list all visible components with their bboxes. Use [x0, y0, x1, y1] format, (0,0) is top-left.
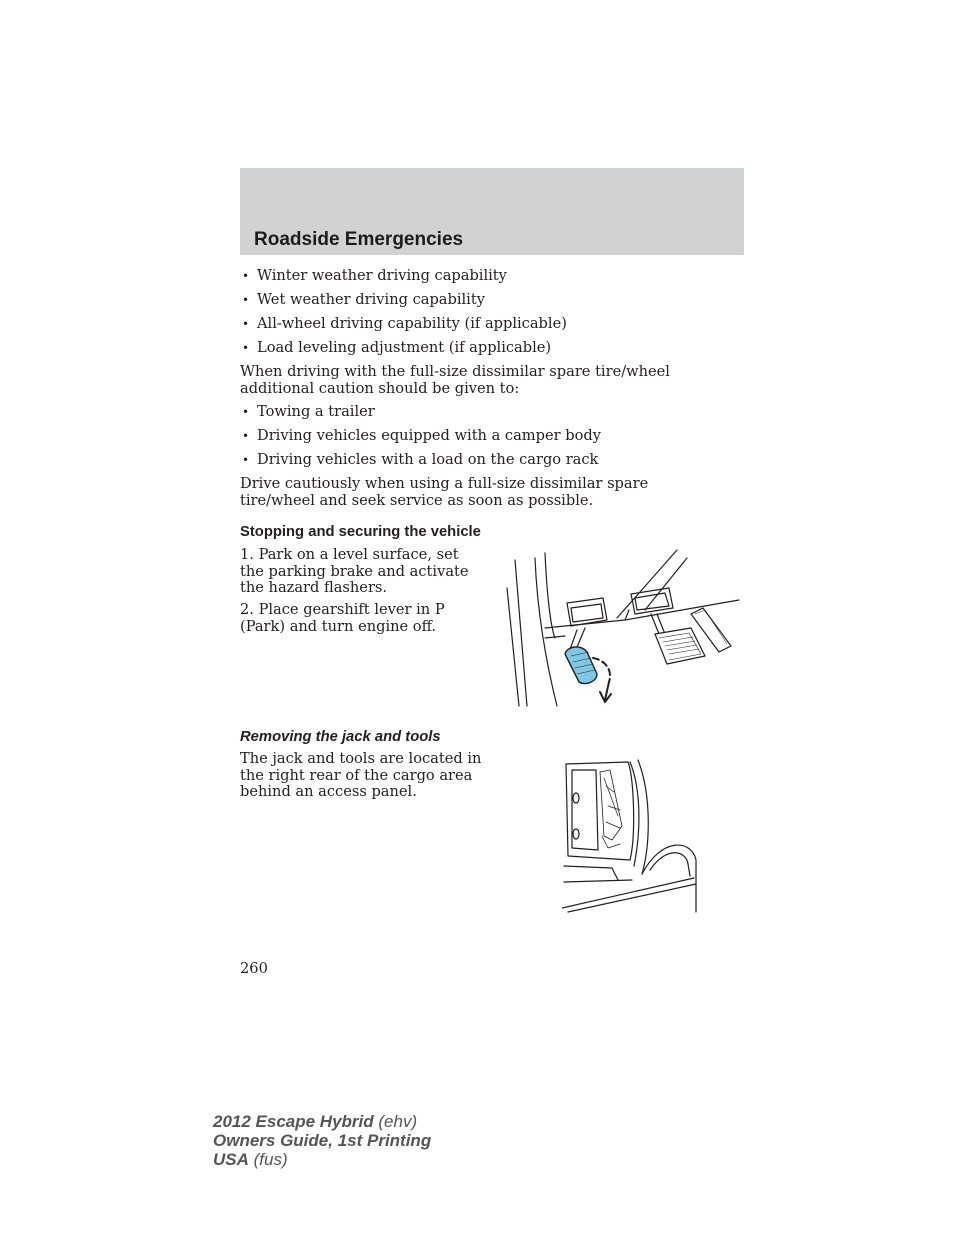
jack-cargo-area-illustration: [562, 756, 702, 914]
document-footer: [213, 1112, 431, 1169]
list-item: • Driving vehicles with a load on the cargo rack: [242, 451, 599, 468]
list-item: • Wet weather driving capability: [242, 291, 485, 308]
heading-stopping-securing: Stopping and securing the vehicle: [240, 524, 481, 540]
list-item: • Winter weather driving capability: [242, 267, 507, 284]
footer-line-2: Owners Guide, 1st Printing: [213, 1131, 432, 1150]
paragraph-drive-cautiously: Drive cautiously when using a full-size dissimilar spare tire/wheel and seek service as soon as possible.: [240, 475, 649, 509]
list-item: • All-wheel driving capability (if applicable): [242, 315, 567, 332]
footer-line-3: USA (fus): [213, 1150, 288, 1169]
page-number: 260: [240, 960, 268, 977]
jack-location-text: The jack and tools are located in the right rear of the cargo area behind an access panel.: [240, 750, 482, 800]
section-header-band: [240, 168, 744, 255]
heading-removing-jack: Removing the jack and tools: [240, 729, 441, 745]
list-item: • Load leveling adjustment (if applicable): [242, 339, 552, 356]
bullet-list-capabilities: [240, 268, 567, 364]
step-2-text: 2. Place gearshift lever in P (Park) and turn engine off.: [240, 601, 445, 635]
step-1-text: 1. Park on a level surface, set the parking brake and activate the hazard flashers.: [240, 546, 469, 596]
paragraph-caution: When driving with the full-size dissimilar spare tire/wheel additional caution should be given to:: [240, 363, 670, 397]
list-item: • Towing a trailer: [242, 403, 375, 420]
list-item: • Driving vehicles equipped with a camper body: [242, 427, 601, 444]
section-title: Roadside Emergencies: [254, 229, 464, 250]
bullet-list-caution: [240, 404, 601, 476]
parking-brake-pedal-illustration: [505, 548, 741, 710]
footer-line-1: 2012 Escape Hybrid (ehv): [213, 1112, 418, 1131]
